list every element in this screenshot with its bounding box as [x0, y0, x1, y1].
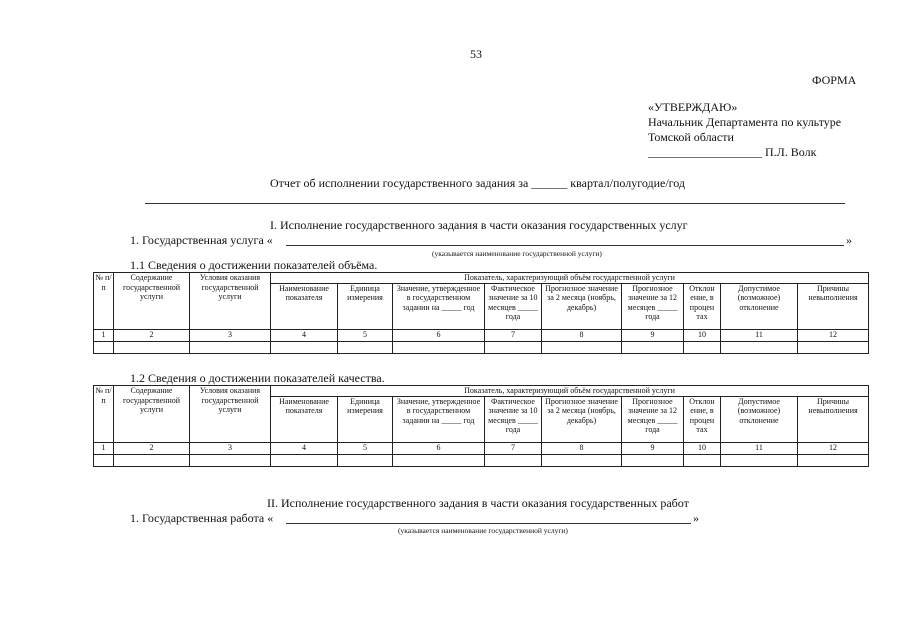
approval-region: Томской области: [648, 130, 734, 144]
table-row: [94, 454, 869, 466]
num-cell: 5: [338, 442, 393, 454]
approval-signature: ___________________ П.Л. Волк: [648, 145, 817, 159]
num-cell: 11: [721, 442, 798, 454]
col-deviation: Отклон ение, в процен тах: [684, 396, 721, 442]
subsection-quality: 1.2 Сведения о достижении показателей качества.: [130, 371, 385, 385]
col-allowed: Допустимое (возможное) отклонение: [721, 396, 798, 442]
page-number: 53: [470, 47, 482, 61]
num-cell: 2: [114, 329, 190, 341]
col-forecast12: Прогнозное значение за 12 месяцев _____ года: [622, 396, 684, 442]
work-underline: [286, 523, 691, 524]
num-cell: 12: [798, 442, 869, 454]
col-content: Содержание государственной услуги: [114, 273, 190, 330]
volume-table: [93, 272, 869, 354]
col-reasons: Причины невыполнения: [798, 396, 869, 442]
section2-heading: II. Исполнение государственного задания в части оказания государственных работ: [267, 496, 689, 510]
num-cell: 12: [798, 329, 869, 341]
col-approved: Значение, утвержденное в государственном задании на _____ год: [393, 283, 485, 329]
service-underline: [286, 245, 844, 246]
num-cell: 7: [485, 442, 542, 454]
col-forecast2: Прогнозное значение за 2 месяца (ноябрь, декабрь): [542, 396, 622, 442]
col-group: Показатель, характеризующий объём государственной услуги: [271, 273, 869, 284]
report-title: Отчет об исполнении государственного задания за ______ квартал/полугодие/год: [270, 176, 686, 190]
subsection-volume: 1.1 Сведения о достижении показателей объёма.: [130, 258, 378, 272]
service-close: »: [846, 233, 852, 247]
col-actual: Фактическое значение за 10 месяцев _____ года: [485, 396, 542, 442]
num-cell: 5: [338, 329, 393, 341]
num-cell: 4: [271, 329, 338, 341]
col-name: Наименование показателя: [271, 396, 338, 442]
work-label: 1. Государственная работа «: [130, 511, 274, 525]
col-allowed: Допустимое (возможное) отклонение: [721, 283, 798, 329]
section1-heading: I. Исполнение государственного задания в части оказания государственных услуг: [270, 218, 688, 232]
service-label: 1. Государственная услуга «: [130, 233, 273, 247]
num-cell: 3: [190, 442, 271, 454]
col-approved: Значение, утвержденное в государственном задании на _____ год: [393, 396, 485, 442]
table-row: [94, 341, 869, 353]
num-cell: 1: [94, 329, 114, 341]
col-unit: Единица измерения: [338, 283, 393, 329]
work-close: »: [693, 511, 699, 525]
col-unit: Единица измерения: [338, 396, 393, 442]
num-cell: 1: [94, 442, 114, 454]
num-cell: 9: [622, 442, 684, 454]
num-cell: 10: [684, 442, 721, 454]
num-cell: 7: [485, 329, 542, 341]
col-no: № п/п: [94, 273, 114, 330]
service-hint: (указывается наименование государственной услуги): [432, 249, 602, 258]
col-group: Показатель, характеризующий объём государственной услуги: [271, 386, 869, 397]
quality-table: [93, 385, 869, 467]
num-cell: 3: [190, 329, 271, 341]
num-cell: 4: [271, 442, 338, 454]
col-forecast2: Прогнозное значение за 2 месяца (ноябрь, декабрь): [542, 283, 622, 329]
title-underline: [145, 203, 845, 204]
approval-title: «УТВЕРЖДАЮ»: [648, 100, 738, 114]
num-cell: 8: [542, 442, 622, 454]
num-cell: 2: [114, 442, 190, 454]
num-cell: 6: [393, 329, 485, 341]
approval-position: Начальник Департамента по культуре: [648, 115, 842, 129]
col-conditions: Условия оказания государственной услуги: [190, 273, 271, 330]
col-forecast12: Прогнозное значение за 12 месяцев _____ года: [622, 283, 684, 329]
work-hint: (указывается наименование государственной услуги): [398, 526, 568, 535]
num-cell: 8: [542, 329, 622, 341]
num-cell: 9: [622, 329, 684, 341]
col-content: Содержание государственной услуги: [114, 386, 190, 443]
num-cell: 10: [684, 329, 721, 341]
num-cell: 11: [721, 329, 798, 341]
col-deviation: Отклон ение, в процен тах: [684, 283, 721, 329]
col-conditions: Условия оказания государственной услуги: [190, 386, 271, 443]
approval-block: [648, 100, 841, 160]
col-no: № п/п: [94, 386, 114, 443]
col-reasons: Причины невыполнения: [798, 283, 869, 329]
col-name: Наименование показателя: [271, 283, 338, 329]
col-actual: Фактическое значение за 10 месяцев _____ года: [485, 283, 542, 329]
num-cell: 6: [393, 442, 485, 454]
form-label: ФОРМА: [812, 73, 857, 87]
